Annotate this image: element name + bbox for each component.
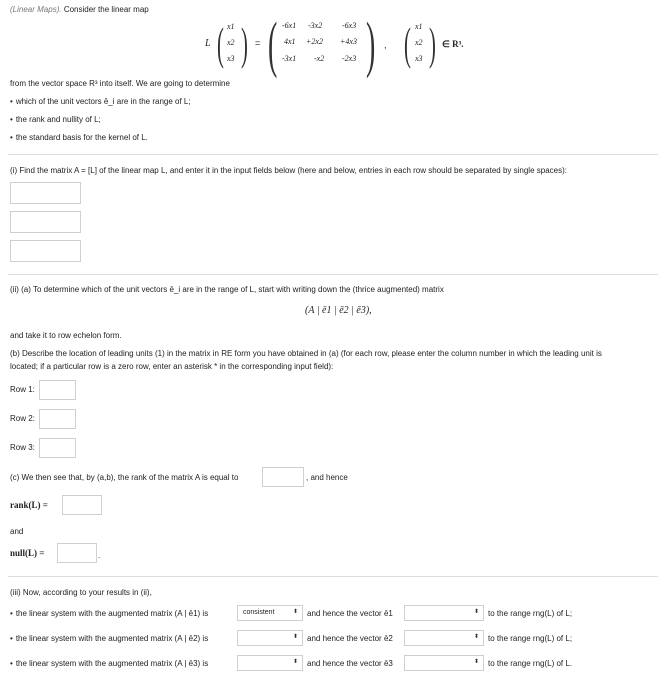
augmented-matrix: (A | ē1 | ē2 | ē3),: [305, 305, 372, 316]
part2-c-text: (c) We then see that, by (a,b), the rank of the matrix A is equal to: [10, 473, 239, 482]
chevron-updown-icon: ⬍: [292, 659, 298, 665]
part1-instruction: (i) Find the matrix A = [L] of the linear map L, and enter it in the input fields below (here and below, entries in each row should be separated by single spaces):: [10, 166, 567, 175]
left-paren: (: [404, 18, 411, 69]
intro-bullet: • which of the unit vectors ē_i are in the range of L;: [10, 97, 191, 106]
system-2-range-text: to the range rng(L) of L;: [488, 634, 573, 643]
vec-entry-3: x3: [415, 54, 423, 63]
vec-entry-2: x2: [227, 38, 235, 47]
matrix-left-paren: (: [268, 11, 278, 79]
nullity-label: null(L) =: [10, 548, 45, 558]
map-label: L: [205, 38, 211, 49]
system-3-text: • the linear system with the augmented matrix (A | ē3) is: [10, 659, 208, 668]
row-2-input[interactable]: [39, 409, 76, 429]
comma: ,: [384, 40, 387, 50]
matrix-row-2-input[interactable]: [10, 211, 81, 233]
row-3-input[interactable]: [39, 438, 76, 458]
chevron-updown-icon: ⬍: [473, 634, 479, 640]
chevron-updown-icon: ⬍: [473, 659, 479, 665]
system-1-vector-text: and hence the vector ē1: [307, 609, 393, 618]
row-3-label: Row 3:: [10, 443, 35, 452]
consistency-select-2[interactable]: [237, 630, 303, 646]
part3-intro: (iii) Now, according to your results in (ii),: [10, 588, 152, 597]
divider: [8, 274, 658, 275]
matrix-right-paren: ): [366, 11, 376, 79]
system-3-vector-text: and hence the vector ē3: [307, 659, 393, 668]
rank-matrix-input[interactable]: [262, 467, 304, 487]
matrix-entry: -3x1: [282, 54, 297, 63]
matrix-entry: -6x3: [342, 21, 357, 30]
vec-entry-1: x1: [227, 22, 235, 31]
nullity-input[interactable]: [57, 543, 97, 563]
from-text: from the vector space R³ into itself. We are going to determine: [10, 79, 230, 88]
chevron-updown-icon: ⬍: [473, 609, 479, 615]
left-paren: (: [217, 18, 224, 69]
right-paren: ): [241, 18, 248, 69]
equals-sign: =: [255, 38, 261, 48]
belongs-select-2[interactable]: [404, 630, 484, 646]
in-space: ∈ R³.: [442, 39, 464, 49]
vec-entry-1: x1: [415, 22, 423, 31]
belongs-select-1[interactable]: [404, 605, 484, 621]
intro-line: [10, 5, 149, 14]
chevron-updown-icon: ⬍: [292, 609, 298, 615]
intro-bullet: • the standard basis for the kernel of L.: [10, 133, 148, 142]
system-3-range-text: to the range rng(L) of L.: [488, 659, 573, 668]
system-2-vector-text: and hence the vector ē2: [307, 634, 393, 643]
belongs-select-3[interactable]: [404, 655, 484, 671]
row-1-label: Row 1:: [10, 385, 35, 394]
matrix-row-1-input[interactable]: [10, 182, 81, 204]
row-2-label: Row 2:: [10, 414, 35, 423]
system-2-text: • the linear system with the augmented matrix (A | ē2) is: [10, 634, 208, 643]
rank-label: rank(L) =: [10, 500, 48, 510]
vec-entry-3: x3: [227, 54, 235, 63]
system-1-text: • the linear system with the augmented matrix (A | ē1) is: [10, 609, 208, 618]
chevron-updown-icon: ⬍: [292, 634, 298, 640]
matrix-entry: -3x2: [308, 21, 323, 30]
row-1-input[interactable]: [39, 380, 76, 400]
intro-bullet: • the rank and nullity of L;: [10, 115, 101, 124]
period: .: [98, 551, 101, 560]
part2-a-text: (ii) (a) To determine which of the unit vectors ē_i are in the range of L, start with writing down the (thrice augmented) matrix: [10, 285, 444, 294]
system-1-range-text: to the range rng(L) of L;: [488, 609, 573, 618]
consistency-select-3[interactable]: [237, 655, 303, 671]
part2-b-text-2: located; if a particular row is a zero row, enter an asterisk * in the corresponding input field):: [10, 362, 334, 371]
part2-b-text-1: (b) Describe the location of leading units (1) in the matrix in RE form you have obtained in (a) (for each row, please enter the column number in which the leading unit is: [10, 349, 602, 358]
consistency-select-1[interactable]: [237, 605, 303, 621]
intro-heading: (Linear Maps).: [10, 5, 62, 14]
matrix-entry: +4x3: [340, 37, 357, 46]
right-paren: ): [429, 18, 436, 69]
intro-text: Consider the linear map: [63, 5, 149, 14]
and-text: and: [10, 527, 24, 536]
matrix-entry: +2x2: [306, 37, 323, 46]
divider: [8, 154, 658, 155]
and-hence-text: , and hence: [306, 473, 348, 482]
matrix-entry: -2x3: [342, 54, 357, 63]
matrix-entry: -x2: [314, 54, 325, 63]
divider: [8, 576, 658, 577]
ref-text: and take it to row echelon form.: [10, 331, 122, 340]
vec-entry-2: x2: [415, 38, 423, 47]
matrix-entry: 4x1: [284, 37, 296, 46]
matrix-entry: -6x1: [282, 21, 297, 30]
rank-input[interactable]: [62, 495, 102, 515]
matrix-row-3-input[interactable]: [10, 240, 81, 262]
select-value: consistent: [243, 609, 275, 616]
